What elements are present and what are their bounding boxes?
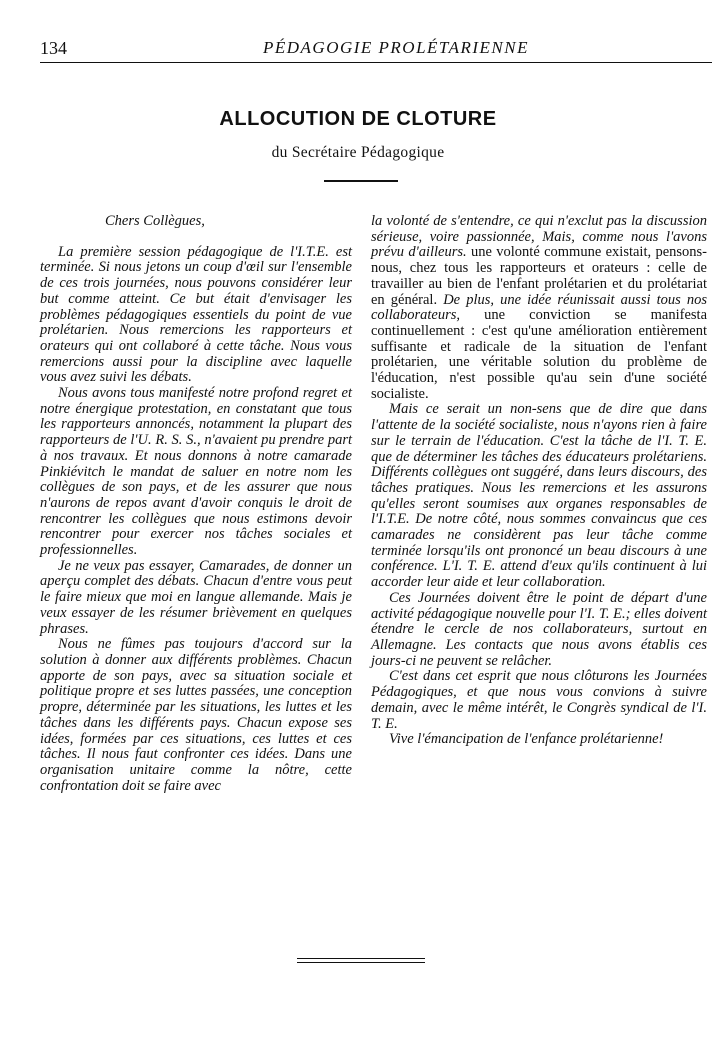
title-divider (324, 180, 398, 182)
journal-title: PÉDAGOGIE PROLÉTARIENNE (262, 38, 529, 57)
roman-segment: une conviction se manifesta continuellement : c'est qu'une amélioration entièrement suffisante et radicale de la situation de l'enfant prolétarien, une véritable solution du problème de l'éducation, n'est possible qu'au sein d'une société socialiste. (371, 307, 708, 402)
running-header (40, 36, 712, 63)
right-column (371, 214, 707, 748)
italic-segment: la volonté de s'entendre, ce qui n'exclut pas la discussion sérieuse, voire passionnée, Mais, comme nous l'avons prévu d'ailleurs. (371, 213, 707, 261)
article-title: ALLOCUTION DE CLOTURE (219, 108, 497, 130)
left-column (40, 214, 352, 794)
paragraph: Mais ce serait un non-sens que de dire que dans l'attente de la société socialiste, nous n'ayons rien à faire sur le terrain de l'éducation. C'est la tâche de l'I. T. E. que de déterminer les tâches des éducateurs prolétariens. Différents collègues ont suggéré, dans leurs discours, des tâches pratiques. Nous les remercions et les assurons qu'elles seront soumises aux organes responsables de l'I.T.E. De notre côté, nous sommes convaincus que ces camarades ne considèrent pas leur tâche comme terminée lorsqu'ils ont prononcé un beau discours à une conférence. L'I. T. E. attend d'eux qu'ils continuent à lui accorder leur aide et leur collaboration. (371, 401, 707, 591)
paragraph: Ces Journées doivent être le point de départ d'une activité pédagogique nouvelle pour l'I. T. E.; elles doivent étendre le cercle de nos collaborateurs, surtout en Allemagne. Les contacts que nous avons établis ces jours-ci ne peuvent se relâcher. (371, 589, 707, 669)
closing-exclamation: Vive l'émancipation de l'enfance prolétarienne! (389, 731, 664, 748)
salutation: Chers Collègues, (105, 213, 205, 229)
end-divider (297, 958, 425, 963)
paragraph: Je ne veux pas essayer, Camarades, de donner un aperçu complet des débats. Chacun d'entre vous peut le faire mieux que moi en langue allemande. Mais je veux essayer de les résumer brièvement en quelques phrases. (40, 557, 352, 637)
page-number: 134 (40, 38, 67, 58)
paragraph: Nous ne fûmes pas toujours d'accord sur la solution à donner aux différents problèmes. Chacun apporte de son pays, avec sa situation sociale et politique propre et ses luttes passées, une conception propre, déterminée par les situations, les luttes et les tâches dans les différents pays. Chacun expose ses idées, formées par ces situations, ces luttes et ces tâches. Il nous faut confronter ces idées. Dans une organisation unitaire comme la nôtre, cette confrontation doit se faire avec (40, 636, 352, 794)
paragraph-continued (371, 214, 707, 402)
article-subtitle: du Secrétaire Pédagogique (271, 144, 445, 161)
italic-segment: De plus, une idée réunissait aussi tous nos collaborateurs, (371, 291, 707, 324)
roman-segment: une volonté commune existait, pensons-nous, chez tous les rapporteurs et orateurs : celle de travailler au bien de l'enfant prolétarien et du prolétariat en général. (371, 244, 707, 308)
paragraph: C'est dans cet esprit que nous clôturons les Journées Pédagogiques, et que nous vous convions à suivre demain, avec le même intérêt, le Congrès syndical de l'I. T. E. (371, 668, 707, 732)
paragraph: La première session pédagogique de l'I.T.E. est terminée. Si nous jetons un coup d'œil sur l'ensemble de ces trois journées, nous pouvons considérer leur but comme atteint. Ce but était d'envisager les problèmes pédagogiques essentiels du point de vue prolétarien. Nous remercions les rapporteurs et orateurs qui ont collaboré à cette tâche. Nous vous remercions aussi pour la discipline avec laquelle vous avez suivi les débats. (40, 243, 352, 386)
paragraph: Nous avons tous manifesté notre profond regret et notre énergique protestation, en constatant que tous les rapporteurs annoncés, notamment la plupart des rapporteurs de l'U. R. S. S., n'avaient pu prendre part à nos travaux. Et nous donnons à notre camarade Pinkiévitch le mandat de saluer en notre nom les collègues de son pays, et de les assurer que nous n'aurons de repos avant d'avoir conquis le droit de rencontrer les collègues que nous estimons devoir rencontrer pour exercer nos tâches sociales et professionnelles. (40, 385, 352, 559)
